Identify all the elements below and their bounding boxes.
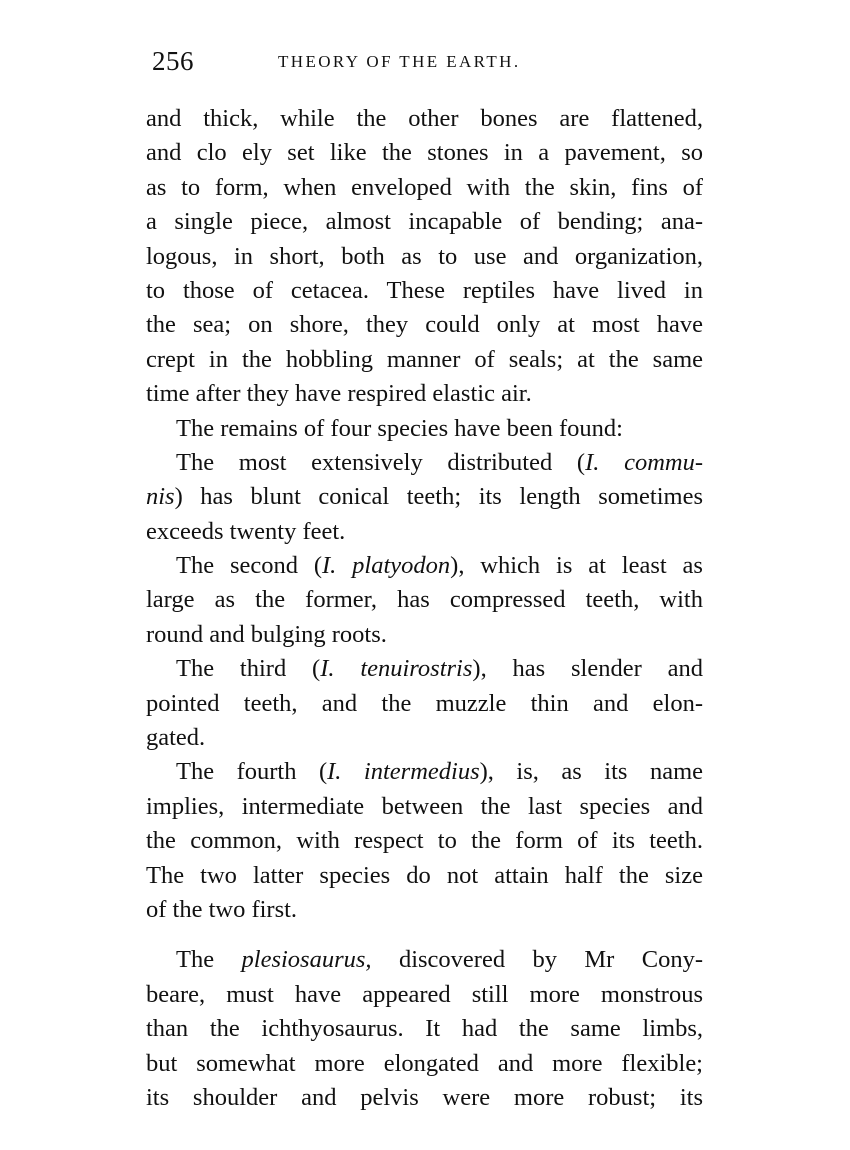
text-run: The second ( [176, 552, 323, 580]
text-run: The [176, 946, 242, 974]
text-run: The most extensively distributed ( [176, 448, 586, 476]
text-line [146, 480, 703, 514]
paragraph-gap [146, 927, 703, 943]
species-name: I. commu- [585, 448, 703, 476]
text-run: The third ( [176, 655, 321, 683]
text-line: exceeds twenty feet. [146, 517, 346, 545]
text-line [146, 755, 703, 789]
text-line [146, 943, 703, 977]
text-line: the sea; on shore, they could only at most have [146, 311, 703, 339]
species-name: I. tenuirostris [320, 655, 473, 683]
text-line [146, 652, 703, 686]
text-line [146, 549, 703, 583]
text-line: its shoulder and pelvis were more robust; its [146, 1083, 703, 1111]
text-line: as to form, when enveloped with the skin, fins of [146, 173, 703, 201]
running-title: THEORY OF THE EARTH. [278, 52, 521, 71]
text-line: large as the former, has compressed teeth, with [146, 586, 703, 614]
text-run: ), which is at least as [450, 552, 703, 580]
text-run: discovered by Mr Cony- [371, 946, 703, 974]
text-line: than the ichthyosaurus. It had the same limbs, [146, 1015, 703, 1043]
text-line: The two latter species do not attain half the size [146, 861, 703, 889]
text-run: ), has slender and [472, 655, 703, 683]
text-run: ) has blunt conical teeth; its length sometimes [174, 483, 703, 511]
page-number: 256 [152, 46, 194, 76]
text-line: beare, must have appeared still more monstrous [146, 980, 703, 1008]
species-name: I. platyodon [322, 552, 451, 580]
text-line: The remains of four species have been found: [176, 414, 623, 442]
text-line: to those of cetacea. These reptiles have lived in [146, 276, 703, 304]
text-line: of the two first. [146, 895, 298, 923]
text-line: crept in the hobbling manner of seals; at the same [146, 345, 703, 373]
text-line: implies, intermediate between the last species and [146, 792, 703, 820]
genus-name: plesiosaurus, [241, 946, 372, 974]
body-text [146, 102, 703, 1115]
text-line: round and bulging roots. [146, 620, 387, 648]
text-run: The fourth ( [176, 758, 328, 786]
text-line: a single piece, almost incapable of bending; ana- [146, 208, 703, 236]
text-line: and clo ely set like the stones in a pavement, so [146, 139, 703, 167]
text-line: but somewhat more elongated and more flexible; [146, 1049, 703, 1077]
text-line [146, 446, 703, 480]
text-line: logous, in short, both as to use and organization, [146, 242, 703, 270]
running-header [148, 44, 708, 78]
text-line: pointed teeth, and the muzzle thin and elon- [146, 689, 703, 717]
text-run: ), is, as its name [479, 758, 703, 786]
text-line: and thick, while the other bones are flattened, [146, 105, 703, 132]
text-line: the common, with respect to the form of its teeth. [146, 827, 703, 855]
text-line: time after they have respired elastic air. [146, 380, 532, 408]
text-line: gated. [146, 724, 206, 752]
species-name: I. intermedius [327, 758, 480, 786]
species-name: nis [146, 483, 175, 511]
